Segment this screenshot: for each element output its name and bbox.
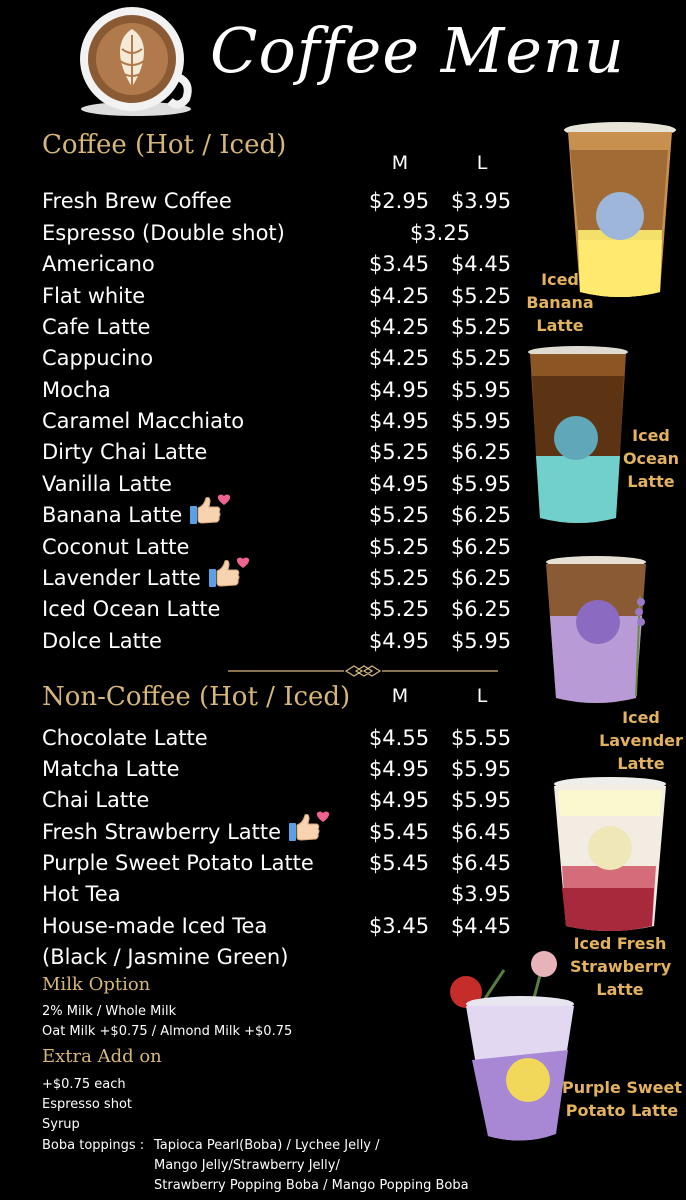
lavender-latte-image <box>544 556 654 710</box>
item-name: Espresso (Double shot) <box>42 221 285 245</box>
coffee-col-m: M <box>391 152 409 174</box>
item-name: Mocha <box>42 378 111 402</box>
ocean-latte-caption: Iced Ocean Latte <box>622 426 680 491</box>
extra-line: Syrup <box>42 1117 80 1132</box>
item-name: Chocolate Latte <box>42 726 208 750</box>
purple-sweet-potato-latte-caption: Purple Sweet Potato Latte <box>562 1078 683 1120</box>
menu-item <box>42 281 522 311</box>
price-single: $3.25 <box>409 221 471 245</box>
item-name: Banana Latte <box>42 503 183 527</box>
menu-item <box>42 563 522 593</box>
price-l: $6.45 <box>450 851 512 875</box>
item-name: Chai Latte <box>42 788 150 812</box>
price-l: $5.25 <box>450 315 512 339</box>
price-m: $4.55 <box>368 726 430 750</box>
menu-item <box>42 312 522 342</box>
price-m: $3.45 <box>368 252 430 276</box>
boba-line: Tapioca Pearl(Boba) / Lychee Jelly / <box>154 1138 380 1153</box>
menu-title: Coffee Menu <box>210 14 625 87</box>
price-l: $5.25 <box>450 346 512 370</box>
item-name: Matcha Latte <box>42 757 180 781</box>
strawberry-latte-caption: Iced Fresh Strawberry Latte <box>570 934 672 999</box>
menu-item <box>42 406 522 436</box>
boba-line: Mango Jelly/Strawberry Jelly/ <box>154 1158 340 1173</box>
price-m: $3.45 <box>368 914 430 938</box>
price-m: $4.25 <box>368 346 430 370</box>
item-name: Hot Tea <box>42 882 121 906</box>
extra-line: +$0.75 each <box>42 1077 126 1092</box>
item-name: Dolce Latte <box>42 629 162 653</box>
item-name: (Black / Jasmine Green) <box>42 945 289 969</box>
menu-item <box>42 500 522 530</box>
noncoffee-section-heading: Non-Coffee (Hot / Iced) <box>42 682 351 712</box>
menu-item <box>42 817 522 847</box>
price-l: $5.95 <box>450 629 512 653</box>
item-name: Americano <box>42 252 155 276</box>
item-name: Cappucino <box>42 346 154 370</box>
thumbs-up-heart-icon <box>188 500 222 528</box>
item-name: Lavender Latte <box>42 566 201 590</box>
thumbs-up-heart-icon <box>287 817 321 845</box>
price-m: $4.95 <box>368 629 430 653</box>
price-m: $2.95 <box>368 189 430 213</box>
price-m: $5.25 <box>368 503 430 527</box>
price-l: $6.25 <box>450 535 512 559</box>
price-m: $4.95 <box>368 378 430 402</box>
menu-item <box>42 754 522 784</box>
coffee-col-l: L <box>476 152 488 174</box>
extra-line: Espresso shot <box>42 1097 132 1112</box>
price-m: $4.95 <box>368 757 430 781</box>
item-name: Flat white <box>42 284 146 308</box>
strawberry-latte-image <box>552 776 670 940</box>
menu-item <box>42 437 522 467</box>
price-m: $5.45 <box>368 851 430 875</box>
price-m: $5.25 <box>368 440 430 464</box>
price-l: $5.25 <box>450 284 512 308</box>
price-m: $5.45 <box>368 820 430 844</box>
price-l: $3.95 <box>450 189 512 213</box>
noncoffee-col-m: M <box>391 685 409 707</box>
price-l: $5.95 <box>450 378 512 402</box>
price-l: $5.55 <box>450 726 512 750</box>
price-l: $3.95 <box>450 882 512 906</box>
menu-item <box>42 375 522 405</box>
price-l: $4.45 <box>450 914 512 938</box>
price-l: $6.25 <box>450 566 512 590</box>
price-m: $4.95 <box>368 409 430 433</box>
price-m: $5.25 <box>368 597 430 621</box>
item-name: Vanilla Latte <box>42 472 172 496</box>
menu-item <box>42 848 522 878</box>
noncoffee-col-l: L <box>476 685 488 707</box>
price-l: $5.95 <box>450 757 512 781</box>
milk-option-line: Oat Milk +$0.75 / Almond Milk +$0.75 <box>42 1024 293 1039</box>
item-name: Iced Ocean Latte <box>42 597 221 621</box>
menu-item <box>42 469 522 499</box>
latte-cup-image <box>74 5 196 117</box>
milk-option-heading: Milk Option <box>42 974 151 995</box>
boba-label: Boba toppings : <box>42 1138 145 1153</box>
item-name: Purple Sweet Potato Latte <box>42 851 314 875</box>
menu-item <box>42 218 522 248</box>
menu-item <box>42 879 522 909</box>
price-m: $4.95 <box>368 472 430 496</box>
item-name: House-made Iced Tea <box>42 914 268 938</box>
menu-item <box>42 626 522 656</box>
price-l: $6.45 <box>450 820 512 844</box>
price-m: $4.25 <box>368 284 430 308</box>
menu-item <box>42 911 522 941</box>
item-name: Coconut Latte <box>42 535 190 559</box>
milk-option-line: 2% Milk / Whole Milk <box>42 1004 177 1019</box>
menu-item <box>42 532 522 562</box>
price-l: $6.25 <box>450 503 512 527</box>
boba-line: Strawberry Popping Boba / Mango Popping Boba <box>154 1178 469 1193</box>
price-l: $5.95 <box>450 472 512 496</box>
price-m: $4.25 <box>368 315 430 339</box>
price-l: $6.25 <box>450 440 512 464</box>
price-m: $5.25 <box>368 566 430 590</box>
item-name: Cafe Latte <box>42 315 151 339</box>
price-l: $4.45 <box>450 252 512 276</box>
lavender-latte-caption: Iced Lavender Latte <box>599 708 683 773</box>
price-l: $5.95 <box>450 409 512 433</box>
menu-item <box>42 249 522 279</box>
menu-item <box>42 343 522 373</box>
coffee-section-heading: Coffee (Hot / Iced) <box>42 130 287 160</box>
price-m: $5.25 <box>368 535 430 559</box>
section-divider <box>228 662 498 672</box>
menu-item <box>42 186 522 216</box>
item-name: Dirty Chai Latte <box>42 440 208 464</box>
menu-item <box>42 723 522 753</box>
item-name: Fresh Brew Coffee <box>42 189 232 213</box>
item-name: Fresh Strawberry Latte <box>42 820 282 844</box>
purple-sweet-potato-latte-image <box>444 950 574 1154</box>
menu-item <box>42 785 522 815</box>
price-l: $5.95 <box>450 788 512 812</box>
price-l: $6.25 <box>450 597 512 621</box>
thumbs-up-heart-icon <box>207 563 241 591</box>
price-m: $4.95 <box>368 788 430 812</box>
menu-item <box>42 594 522 624</box>
banana-latte-caption: Iced Banana Latte <box>526 270 594 335</box>
extra-addon-heading: Extra Add on <box>42 1046 162 1067</box>
item-name: Caramel Macchiato <box>42 409 245 433</box>
